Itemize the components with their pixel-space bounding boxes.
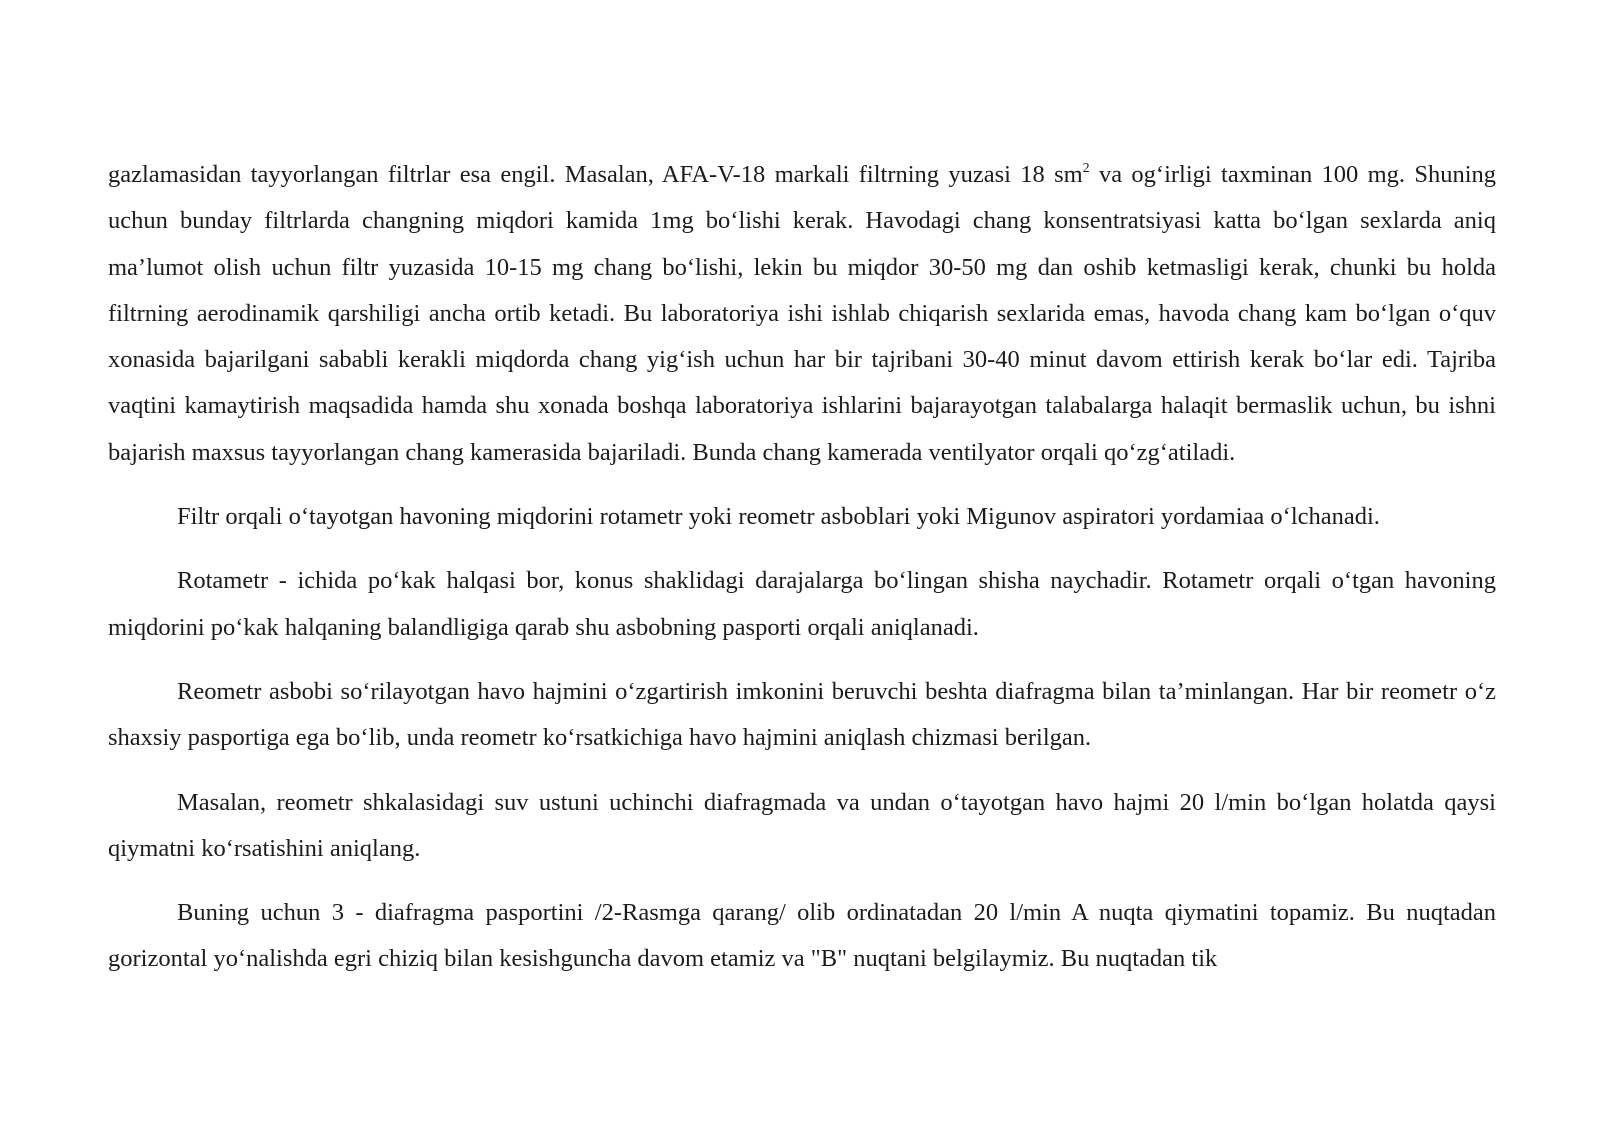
document-page [108, 152, 1496, 983]
paragraph-4: Reometr asbobi so‘rilayotgan havo hajmini o‘zgartirish imkonini beruvchi beshta diafragma bilan ta’minlangan. Har bir reometr o‘z shaxsiy pasportiga ega bo‘lib, unda reometr ko‘rsatkichiga havo hajmini aniqlash chizmasi berilgan. [108, 677, 1496, 752]
superscript-2: 2 [1082, 161, 1090, 176]
paragraph-3: Rotametr - ichida po‘kak halqasi bor, konus shaklidagi darajalarga bo‘lingan shisha naychadir. Rotametr orqali o‘tgan havoning miqdorini po‘kak halqaning balandligiga qarab shu asbobning pasporti orqali aniqlanadi. [108, 567, 1496, 641]
paragraph-1-text-end: va og‘irligi taxminan 100 mg. Shuning uchun bunday filtrlarda changning miqdori kamida 1mg bo‘lishi kerak. Havodagi chang konsentratsiyasi katta bo‘lgan sexlarda aniq ma’lumot olish uchun filtr yuzasida 10-15 mg chang bo‘lishi, lekin bu miqdor 30-50 mg dan oshib ketmasligi kerak, chunki bu holda filtrning aerodinamik qarshiligi ancha ortib ketadi. Bu laboratoriya ishi ishlab chiqarish sexlarida emas, havoda chang kam bo‘lgan o‘quv xonasida bajarilgani sababli kerakli miqdorda chang yig‘ish uchun har bir tajribani 30-40 minut davom ettirish kerak bo‘lar edi. Tajriba vaqtini kamaytirish maqsadida hamda shu xonada boshqa laboratoriya ishlarini bajarayotgan talabalarga halaqit bermaslik uchun, bu ishni bajarish maxsus tayyorlangan chang kamerasida bajariladi. Bunda chang kamerada ventilyator orqali qo‘zg‘atiladi. [108, 161, 1496, 466]
paragraph-5: Masalan, reometr shkalasidagi suv ustuni uchinchi diafragmada va undan o‘tayotgan havo hajmi 20 l/min bo‘lgan holatda qaysi qiymatni ko‘rsatishini aniqlang. [108, 788, 1496, 862]
paragraph-6: Buning uchun 3 - diafragma pasportini /2-Rasmga qarang/ olib ordinatadan 20 l/min A nuqta qiymatini topamiz. Bu nuqtadan gorizontal yo‘nalishda egri chiziq bilan kesishguncha davom etamiz va "B" nuqtani belgilaymiz. Bu nuqtadan tik [108, 899, 1496, 973]
paragraph-2: Filtr orqali o‘tayotgan havoning miqdorini rotametr yoki reometr asboblari yoki Migunov aspiratori yordamiaa o‘lchanadi. [177, 503, 1380, 531]
paragraph-1-text-start: gazlamasidan tayyorlangan filtrlar esa engil. Masalan, AFA-V-18 markali filtrning yuzasi 18 sm [108, 161, 1083, 188]
paragraph-1 [108, 152, 1496, 476]
